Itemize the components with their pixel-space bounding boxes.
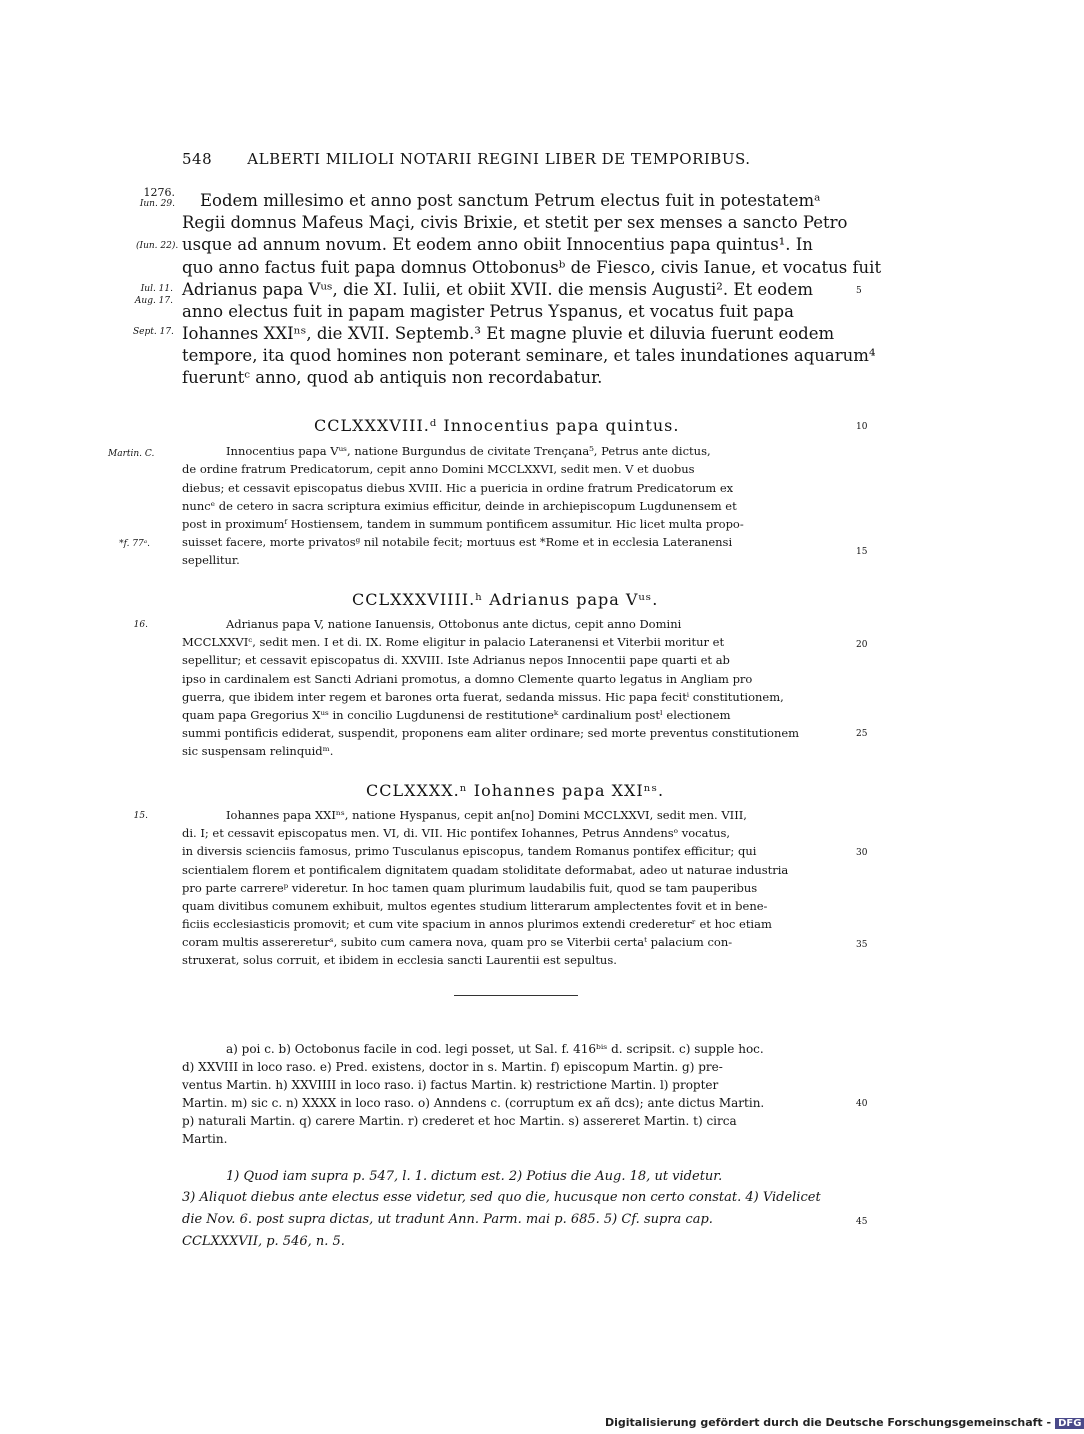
line-number: 10 [856, 422, 868, 432]
text-line: post in proximumᶠ Hostiensem, tandem in summum pontificem assumitur. Hic licet multa propo- [182, 517, 744, 531]
footnote-line: CCLXXXVII, p. 546, n. 5. [182, 1234, 345, 1249]
funding-text: Digitalisierung gefördert durch die Deutsche Forschungsgemeinschaft - [605, 1416, 1052, 1429]
text-line: de ordine fratrum Predicatorum, cepit anno Domini MCCLXXVI, sedit men. V et duobus [182, 462, 695, 476]
line-number: 25 [856, 729, 868, 739]
text-line: in diversis scienciis famosus, primo Tusculanus episcopus, tandem Romanus pontifex efficitur; qui [182, 844, 757, 858]
text-line: nuncᵉ de cetero in sacra scriptura eximius efficitur, deinde in archiepiscopum Lugdunensem et [182, 499, 737, 513]
footnote-line: 1) Quod iam supra p. 547, l. 1. dictum est. 2) Potius die Aug. 18, ut videtur. [226, 1169, 723, 1184]
line-number: 5 [856, 286, 862, 296]
text-line: sepellitur. [182, 553, 240, 567]
text-line: anno electus fuit in papam magister Petrus Yspanus, et vocatus fuit papa [182, 302, 794, 321]
text-line: Iohannes XXIⁿˢ, die XVII. Septemb.³ Et magne pluvie et diluvia fuerunt eodem [182, 324, 835, 343]
text-line: ipso in cardinalem est Sancti Adriani promotus, a domno Clemente quarto legatus in Angliam pro [182, 672, 753, 686]
funding-footer [605, 1416, 1084, 1429]
line-number: 20 [856, 640, 868, 650]
running-header [182, 150, 792, 168]
section-divider [454, 995, 578, 996]
text-line: struxerat, solus corruit, et ibidem in ecclesia sancti Laurentii est sepultus. [182, 953, 617, 967]
margin-note: (Iun. 22). [136, 241, 179, 251]
note-line: a) poi c. b) Octobonus facile in cod. legi posset, ut Sal. f. 416ᵇⁱˢ d. scripsit. c) supple hoc. [226, 1042, 764, 1056]
text-line: Innocentius papa Vᵘˢ, natione Burgundus de civitate Trençana⁵, Petrus ante dictus, [226, 444, 711, 458]
line-number: 30 [856, 848, 868, 858]
text-line: quo anno factus fuit papa domnus Ottobonusᵇ de Fiesco, civis Ianue, et vocatus fuit [182, 258, 882, 277]
section-heading: CCLXXXX.ⁿ Iohannes papa XXIⁿˢ. [366, 781, 665, 800]
text-line: tempore, ita quod homines non poterant seminare, et tales inundationes aquarum⁴ [182, 346, 876, 365]
line-number: 35 [856, 940, 868, 950]
text-line: Iohannes papa XXIⁿˢ, natione Hyspanus, cepit an[no] Domini MCCLXXVI, sedit men. VIII, [226, 808, 747, 822]
dfg-logo: DFG [1055, 1418, 1084, 1429]
note-line: p) naturali Martin. q) carere Martin. r) crederet et hoc Martin. s) assereret Martin. t) circa [182, 1114, 737, 1128]
text-line: fueruntᶜ anno, quod ab antiquis non recordabatur. [182, 368, 603, 387]
text-line: ficiis ecclesiasticis promovit; et cum vite spacium in annos plurimos extendi credereturʳ et hoc etiam [182, 917, 772, 931]
text-line: sic suspensam relinquidᵐ. [182, 744, 334, 758]
margin-note: Martin. C. [108, 449, 155, 459]
margin-note: Aug. 17. [134, 296, 173, 306]
text-line: quam papa Gregorius Xᵘˢ in concilio Lugdunensi de restitutioneᵏ cardinalium postˡ electionem [182, 708, 731, 722]
line-number: 15 [856, 547, 868, 557]
margin-note: *f. 77ᵃ. [119, 539, 150, 549]
text-line: Eodem millesimo et anno post sanctum Petrum electus fuit in potestatemᵃ [200, 191, 821, 210]
note-line: Martin. m) sic c. n) XXXX in loco raso. o) Anndens c. (corruptum ex añ dcs); ante dictus Martin. [182, 1096, 765, 1110]
text-line: scientialem florem et pontificalem dignitatem quadam stoliditate deformabat, adeo ut naturae industria [182, 863, 789, 877]
footnote-line: 3) Aliquot diebus ante electus esse videtur, sed quo die, hucusque non certo constat. 4) Videlicet [182, 1190, 821, 1205]
margin-note-year: 1276. [143, 186, 175, 199]
text-line: quam divitibus comunem exhibuit, multos egentes studium litterarum amplectentes fovit et in bene- [182, 899, 768, 913]
footnote-line: die Nov. 6. post supra dictas, ut tradunt Ann. Parm. mai p. 685. 5) Cf. supra cap. [182, 1212, 713, 1227]
text-line: sepellitur; et cessavit episcopatus di. XXVIII. Iste Adrianus nepos Innocentii pape quarti et ab [182, 653, 730, 667]
text-line: coram multis asserereturˢ, subito cum camera nova, quam pro se Viterbii certaᵗ palacium con- [182, 935, 733, 949]
text-line: usque ad annum novum. Et eodem anno obiit Innocentius papa quintus¹. In [182, 235, 813, 254]
note-line: d) XXVIII in loco raso. e) Pred. existens, doctor in s. Martin. f) episcopum Martin. g) pre- [182, 1060, 723, 1074]
note-line: Martin. [182, 1132, 228, 1146]
text-line: Adrianus papa V, natione Ianuensis, Ottobonus ante dictus, cepit anno Domini [226, 617, 682, 631]
text-line: summi pontificis ediderat, suspendit, proponens eam aliter ordinare; sed morte preventus constitutionem [182, 726, 800, 740]
page-number: 548 [182, 150, 213, 168]
line-number: 40 [856, 1099, 868, 1109]
section-heading: CCLXXXVIIII.ʰ Adrianus papa Vᵘˢ. [352, 590, 659, 609]
text-line: diebus; et cessavit episcopatus diebus XVIII. Hic a puericia in ordine fratrum Predicatorum ex [182, 481, 734, 495]
text-line: di. I; et cessavit episcopatus men. VI, di. VII. Hic pontifex Iohannes, Petrus Anndensᵒ vocatus, [182, 826, 731, 840]
margin-note: 15. [133, 811, 148, 821]
line-number: 45 [856, 1217, 868, 1227]
text-line: suisset facere, morte privatosᵍ nil notabile fecit; mortuus est *Rome et in ecclesia Lateranensi [182, 535, 733, 549]
margin-note: Sept. 17. [133, 327, 174, 337]
text-line: Adrianus papa Vᵘˢ, die XI. Iulii, et obiit XVII. die mensis Augusti². Et eodem [182, 280, 814, 299]
margin-note: 16. [133, 620, 148, 630]
text-line: Regii domnus Mafeus Maçi, civis Brixie, et stetit per sex menses a sancto Petro [182, 213, 848, 232]
note-line: ventus Martin. h) XXVIIII in loco raso. i) factus Martin. k) restrictione Martin. l) propter [182, 1078, 719, 1092]
section-heading: CCLXXXVIII.ᵈ Innocentius papa quintus. [314, 416, 680, 435]
text-line: guerra, que ibidem inter regem et barones orta fuerat, sedanda missus. Hic papa fecitⁱ constitutionem, [182, 690, 784, 704]
text-line: MCCLXXVIᶜ, sedit men. I et di. IX. Rome eligitur in palacio Lateranensi et Viterbii moritur et [182, 635, 725, 649]
text-line: pro parte carrereᵖ videretur. In hoc tamen quam plurimum laudabilis fuit, quod se tam pauperibus [182, 881, 758, 895]
margin-note: Iun. 29. [139, 199, 175, 209]
margin-note: Iul. 11. [140, 284, 173, 294]
running-title: ALBERTI MILIOLI NOTARII REGINI LIBER DE TEMPORIBUS. [247, 150, 751, 168]
